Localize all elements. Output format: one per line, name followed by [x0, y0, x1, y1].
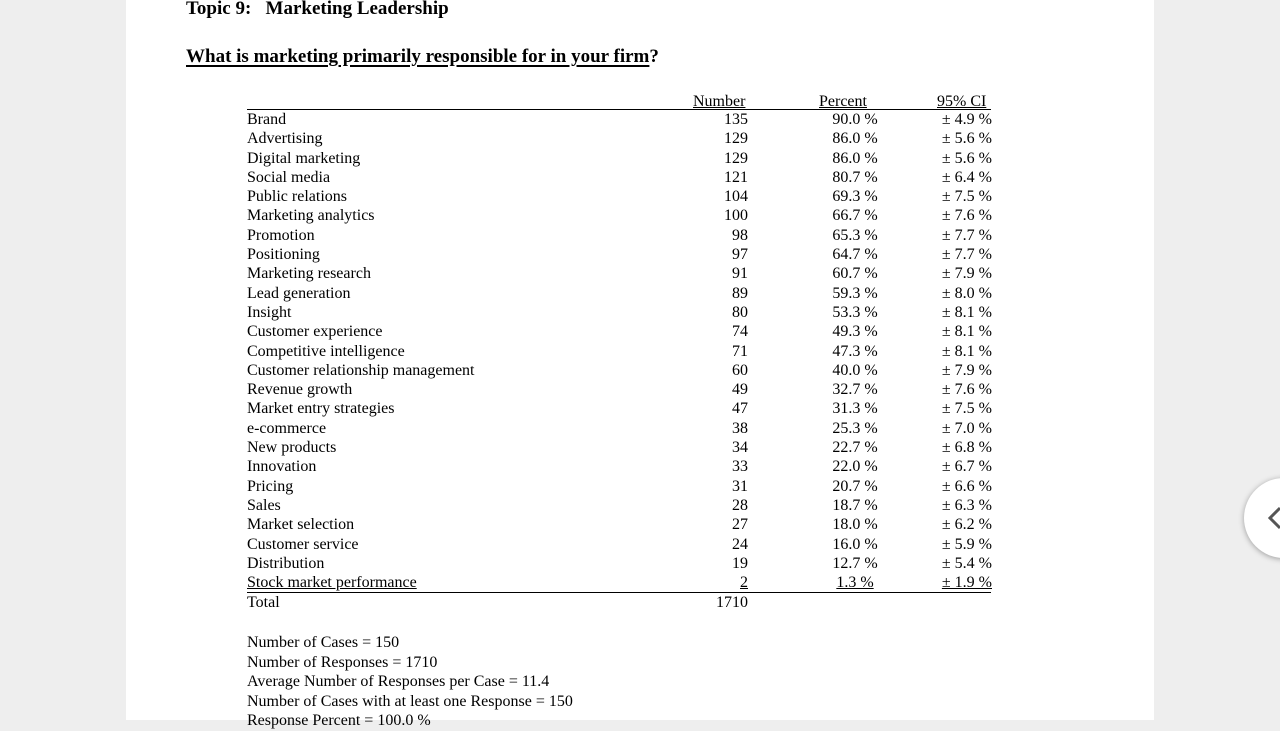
row-label: Promotion: [247, 226, 315, 244]
row-number: 129: [724, 149, 748, 167]
row-number: 38: [732, 419, 748, 437]
row-label: Lead generation: [247, 284, 351, 302]
row-number: 91: [732, 265, 748, 283]
responses-table: [247, 92, 991, 613]
row-number: 104: [724, 188, 748, 206]
row-ci: ± 6.2 %: [941, 516, 992, 534]
table-header: [247, 92, 991, 110]
row-label: Innovation: [247, 458, 317, 476]
table-row: [247, 477, 991, 496]
row-percent: 1.3 %: [836, 574, 874, 592]
row-percent: 20.7 %: [832, 477, 878, 495]
topic-heading: Topic 9: Marketing Leadership: [186, 0, 449, 19]
row-ci: ± 8.0 %: [941, 284, 992, 302]
row-percent: 18.0 %: [832, 516, 878, 534]
stat-line: Average Number of Responses per Case = 11.4: [247, 673, 550, 690]
row-percent: 64.7 %: [832, 246, 878, 264]
row-ci: ± 6.4 %: [941, 168, 992, 186]
row-ci: ± 8.1 %: [941, 323, 992, 341]
table-row: [247, 438, 991, 457]
row-percent: 86.0 %: [832, 149, 878, 167]
row-percent: 53.3 %: [832, 303, 878, 321]
row-number: 34: [732, 439, 748, 457]
row-ci: ± 5.6 %: [941, 149, 992, 167]
stat-line: Number of Cases = 150: [247, 634, 400, 651]
table-row: [247, 535, 991, 554]
row-number: 80: [732, 303, 748, 321]
row-label: New products: [247, 439, 337, 457]
row-percent: 18.7 %: [832, 496, 878, 514]
chevron-left-icon: [1266, 504, 1280, 532]
table-row: [247, 168, 991, 187]
row-ci: ± 1.9 %: [941, 574, 992, 592]
table-row: [247, 496, 991, 515]
row-label: Social media: [247, 168, 331, 186]
table-total-row: [247, 593, 991, 612]
table-row: [247, 129, 991, 148]
row-percent: 86.0 %: [832, 130, 878, 148]
row-label: Competitive intelligence: [247, 342, 405, 360]
table-row: [247, 110, 991, 129]
row-label: Market selection: [247, 516, 355, 534]
row-percent: 32.7 %: [832, 381, 878, 399]
row-ci: ± 7.5 %: [941, 400, 992, 418]
row-number: 33: [732, 458, 748, 476]
row-label: Brand: [247, 111, 287, 128]
table-row: [247, 322, 991, 341]
row-label: Stock market performance: [247, 574, 417, 592]
row-ci: ± 6.3 %: [941, 496, 992, 514]
row-number: 71: [732, 342, 748, 360]
row-label: Customer service: [247, 535, 359, 553]
table-row: [247, 457, 991, 476]
row-number: 89: [732, 284, 748, 302]
row-ci: ± 8.1 %: [941, 303, 992, 321]
row-percent: 60.7 %: [832, 265, 878, 283]
row-number: 74: [732, 323, 748, 341]
question-text: What is marketing primarily responsible for in your firm: [186, 46, 650, 67]
table-row: [247, 284, 991, 303]
row-label: Advertising: [247, 130, 323, 148]
row-ci: ± 7.9 %: [941, 361, 992, 379]
row-number: 2: [740, 574, 748, 592]
row-ci: ± 8.1 %: [941, 342, 992, 360]
stat-line: Number of Cases with at least one Response = 150: [247, 692, 573, 710]
row-label: Sales: [247, 496, 281, 514]
summary-stats: [247, 633, 573, 731]
column-header-number: Number: [693, 93, 746, 110]
row-ci: ± 6.7 %: [941, 458, 992, 476]
row-number: 98: [732, 226, 748, 244]
row-number: 100: [724, 207, 748, 225]
row-ci: ± 7.9 %: [941, 265, 992, 283]
row-percent: 49.3 %: [832, 323, 878, 341]
row-percent: 47.3 %: [832, 342, 878, 360]
row-percent: 66.7 %: [832, 207, 878, 225]
row-ci: ± 7.6 %: [941, 207, 992, 225]
table-row: [247, 399, 991, 418]
column-header-percent: Percent: [819, 93, 867, 110]
row-ci: ± 6.8 %: [941, 439, 992, 457]
total-number: 1710: [716, 594, 748, 612]
question-mark: ?: [649, 46, 659, 67]
table-row: [247, 226, 991, 245]
row-number: 49: [732, 381, 748, 399]
row-number: 121: [724, 168, 748, 186]
row-ci: ± 7.0 %: [941, 419, 992, 437]
table-row: [247, 573, 991, 593]
table-row: [247, 419, 991, 438]
row-label: Positioning: [247, 246, 320, 264]
table-row: [247, 245, 991, 264]
table-row: [247, 206, 991, 225]
row-ci: ± 5.9 %: [941, 535, 992, 553]
row-percent: 22.7 %: [832, 439, 878, 457]
row-label: Digital marketing: [247, 149, 361, 167]
row-percent: 69.3 %: [832, 188, 878, 206]
row-percent: 90.0 %: [832, 111, 878, 128]
row-number: 19: [732, 554, 748, 572]
table-row: [247, 515, 991, 534]
document-page: [126, 0, 1154, 729]
row-label: Revenue growth: [247, 381, 353, 399]
row-percent: 59.3 %: [832, 284, 878, 302]
table-body: [247, 110, 991, 593]
row-label: Marketing research: [247, 265, 371, 283]
row-number: 24: [732, 535, 748, 553]
row-percent: 31.3 %: [832, 400, 878, 418]
stat-line: Number of Responses = 1710: [247, 653, 438, 671]
table-row: [247, 380, 991, 399]
row-number: 28: [732, 496, 748, 514]
question-heading: [186, 46, 659, 68]
row-label: Pricing: [247, 477, 294, 495]
row-label: Market entry strategies: [247, 400, 395, 418]
row-ci: ± 6.6 %: [941, 477, 992, 495]
row-label: Marketing analytics: [247, 207, 375, 225]
row-ci: ± 5.4 %: [941, 554, 992, 572]
row-label: Insight: [247, 303, 292, 321]
table-row: [247, 149, 991, 168]
row-percent: 40.0 %: [832, 361, 878, 379]
row-label: Public relations: [247, 188, 347, 206]
row-percent: 12.7 %: [832, 554, 878, 572]
row-label: Customer experience: [247, 323, 383, 341]
row-ci: ± 7.6 %: [941, 381, 992, 399]
row-percent: 25.3 %: [832, 419, 878, 437]
row-number: 97: [732, 246, 748, 264]
table-row: [247, 342, 991, 361]
row-percent: 80.7 %: [832, 168, 878, 186]
table-row: [247, 361, 991, 380]
row-label: Distribution: [247, 554, 325, 572]
table-row: [247, 187, 991, 206]
row-number: 27: [732, 516, 748, 534]
row-percent: 22.0 %: [832, 458, 878, 476]
scroll-nav-button[interactable]: [1244, 478, 1280, 558]
row-ci: ± 7.5 %: [941, 188, 992, 206]
row-number: 47: [732, 400, 748, 418]
row-label: e-commerce: [247, 419, 327, 437]
table-row: [247, 303, 991, 322]
row-ci: ± 7.7 %: [941, 246, 992, 264]
row-ci: ± 4.9 %: [941, 111, 992, 128]
row-ci: ± 7.7 %: [941, 226, 992, 244]
row-number: 135: [724, 111, 748, 128]
column-header-ci: 95% CI: [937, 93, 987, 110]
row-label: Customer relationship management: [247, 361, 475, 379]
total-label: Total: [247, 594, 280, 612]
table-row: [247, 264, 991, 283]
table-row: [247, 554, 991, 573]
row-percent: 65.3 %: [832, 226, 878, 244]
row-number: 31: [732, 477, 748, 495]
stat-line: Response Percent = 100.0 %: [247, 712, 431, 729]
row-number: 60: [732, 361, 748, 379]
row-ci: ± 5.6 %: [941, 130, 992, 148]
row-percent: 16.0 %: [832, 535, 878, 553]
row-number: 129: [724, 130, 748, 148]
